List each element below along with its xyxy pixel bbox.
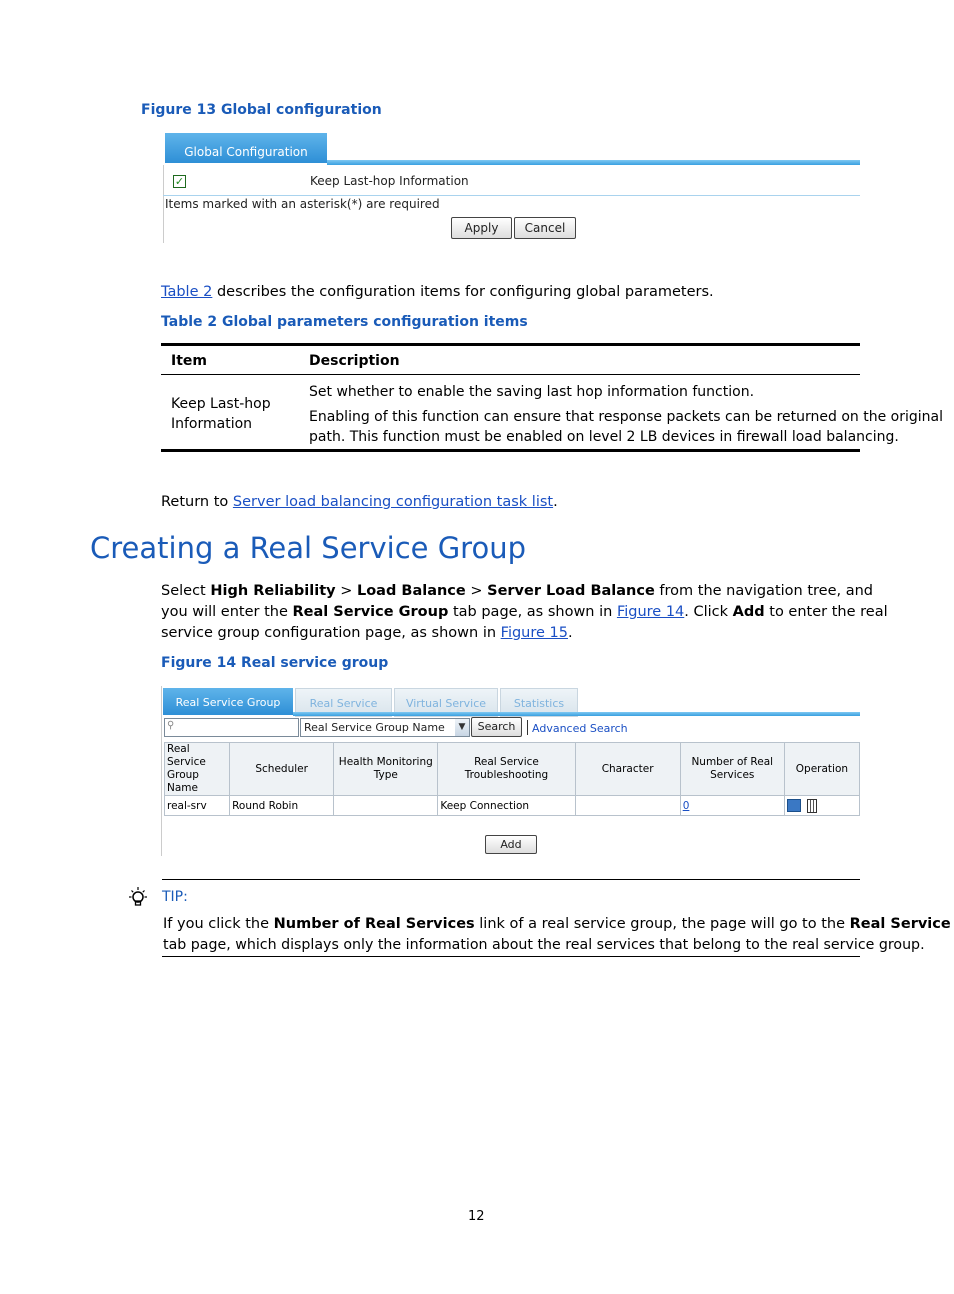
tip-label: TIP:: [162, 889, 188, 905]
return-line: [161, 492, 558, 513]
tip-line1: [163, 914, 951, 935]
figure13-caption: Figure 13 Global configuration: [141, 102, 382, 118]
cell-health-monitoring: [334, 796, 438, 816]
th-health-monitoring: Health Monitoring Type: [334, 743, 438, 796]
number-real-services-link[interactable]: 0: [682, 799, 690, 812]
th-number-real-services: Number of Real Services: [680, 743, 784, 796]
global-configuration-panel: [163, 131, 860, 243]
tip-t2: link of a real service group, the page will go to the: [474, 916, 850, 932]
desc-line3: path. This function must be enabled on level 2 LB devices in firewall load balancing.: [309, 429, 899, 445]
row-item-line1: Keep Last-hop: [171, 396, 271, 412]
tip-t1: If you click the: [163, 916, 274, 932]
global-parameters-table: [161, 343, 944, 453]
tab-virtual-service[interactable]: Virtual Service: [394, 688, 498, 717]
sp-b2: Load Balance: [356, 583, 466, 599]
separator: [527, 720, 528, 735]
cancel-button[interactable]: Cancel: [514, 217, 576, 239]
table-row: [165, 796, 860, 816]
advanced-search-link[interactable]: Advanced Search: [532, 722, 628, 735]
sp-t3: >: [465, 583, 488, 599]
th-operation: Operation: [784, 743, 859, 796]
tip-top-rule: [162, 879, 860, 880]
th-group-name: Real Service Group Name: [165, 743, 230, 796]
search-icon: ⚲: [167, 720, 175, 731]
row-item-line2: Information: [171, 416, 253, 432]
sp-t4: from the navigation tree, and: [654, 583, 873, 599]
search-input[interactable]: [164, 718, 299, 737]
sp-t1: Select: [161, 583, 211, 599]
row-description: [309, 382, 943, 447]
th-troubleshooting: Real Service Troubleshooting: [438, 743, 575, 796]
tip-line2: tab page, which displays only the information about the real services that belong to the real service group.: [163, 937, 925, 953]
section-paragraph: [161, 581, 888, 644]
return-prefix: Return to: [161, 494, 233, 510]
cell-operation: [784, 796, 859, 816]
table2-intro: [161, 282, 714, 303]
sp-t10: .: [568, 625, 573, 641]
panel-left-border: [161, 686, 162, 856]
section-title: Creating a Real Service Group: [90, 531, 526, 565]
cell-number-real-services: [680, 796, 784, 816]
table-header-row: [165, 743, 860, 796]
desc-line1: Set whether to enable the saving last hop information function.: [309, 384, 755, 400]
figure14-link[interactable]: Figure 14: [616, 604, 685, 620]
desc-line2: Enabling of this function can ensure that response packets can be returned on the original: [309, 409, 944, 425]
cell-scheduler: Round Robin: [230, 796, 334, 816]
table-bottom-rule: [161, 449, 860, 452]
tab-real-service-group[interactable]: Real Service Group: [163, 688, 293, 715]
delete-icon[interactable]: [807, 799, 817, 813]
tab-real-service[interactable]: Real Service: [295, 688, 392, 717]
lightbulb-icon: [128, 887, 148, 911]
tab-bar-line: [293, 712, 860, 716]
table2-caption: Table 2 Global parameters configuration items: [161, 314, 528, 330]
col-header-description: Description: [309, 353, 400, 369]
panel-left-border: [163, 165, 164, 243]
figure14-caption: Figure 14 Real service group: [161, 655, 389, 671]
tab-global-configuration[interactable]: Global Configuration: [165, 133, 327, 163]
tip-bottom-rule: [162, 956, 860, 957]
section-line2: [161, 602, 888, 623]
sp-b3: Server Load Balance: [487, 583, 655, 599]
sp-b1: High Reliability: [210, 583, 336, 599]
task-list-link[interactable]: Server load balancing configuration task list: [232, 494, 554, 510]
cell-group-name: real-srv: [165, 796, 230, 816]
figure15-link[interactable]: Figure 15: [500, 625, 568, 641]
search-field-value: Real Service Group Name: [304, 721, 445, 734]
sp-t8: to enter the real: [764, 604, 888, 620]
edit-icon[interactable]: [787, 799, 801, 812]
return-suffix: .: [553, 494, 558, 510]
tab-bar-line: [327, 160, 860, 165]
search-button[interactable]: Search: [471, 717, 522, 737]
tip-text: [163, 914, 951, 956]
sp-b4: Real Service Group: [292, 604, 449, 620]
cell-character: [575, 796, 680, 816]
tip-b2: Real Service: [849, 916, 951, 932]
section-line3: [161, 623, 863, 644]
cell-troubleshooting: Keep Connection: [438, 796, 575, 816]
sp-t2: >: [335, 583, 357, 599]
sp-b5: Add: [732, 604, 765, 620]
table2-intro-text: describes the configuration items for configuring global parameters.: [212, 284, 714, 300]
tip-b1: Number of Real Services: [273, 916, 475, 932]
apply-button[interactable]: Apply: [451, 217, 512, 239]
divider: [163, 195, 860, 196]
table-header-rule: [161, 374, 860, 375]
add-button[interactable]: Add: [485, 835, 537, 854]
real-service-group-panel: [161, 686, 860, 856]
table-top-rule: [161, 343, 860, 346]
sp-t5: you will enter the: [161, 604, 293, 620]
tab-statistics[interactable]: Statistics: [500, 688, 578, 717]
col-header-item: Item: [171, 353, 207, 369]
keep-last-hop-checkbox[interactable]: ✓: [174, 175, 185, 188]
row-item: [171, 394, 271, 434]
sp-t9: service group configuration page, as shown in: [161, 625, 501, 641]
sp-t7: . Click: [684, 604, 733, 620]
sp-t6: tab page, as shown in: [448, 604, 617, 620]
section-line1: [161, 581, 873, 602]
table2-link[interactable]: Table 2: [161, 284, 213, 300]
th-scheduler: Scheduler: [230, 743, 334, 796]
search-field-select[interactable]: [300, 718, 470, 737]
th-character: Character: [575, 743, 680, 796]
required-note: Items marked with an asterisk(*) are required: [165, 197, 440, 211]
keep-last-hop-label: Keep Last-hop Information: [310, 174, 469, 188]
page-number: 12: [468, 1209, 485, 1224]
real-service-group-table: [164, 742, 860, 816]
chevron-down-icon[interactable]: ▼: [455, 719, 469, 736]
